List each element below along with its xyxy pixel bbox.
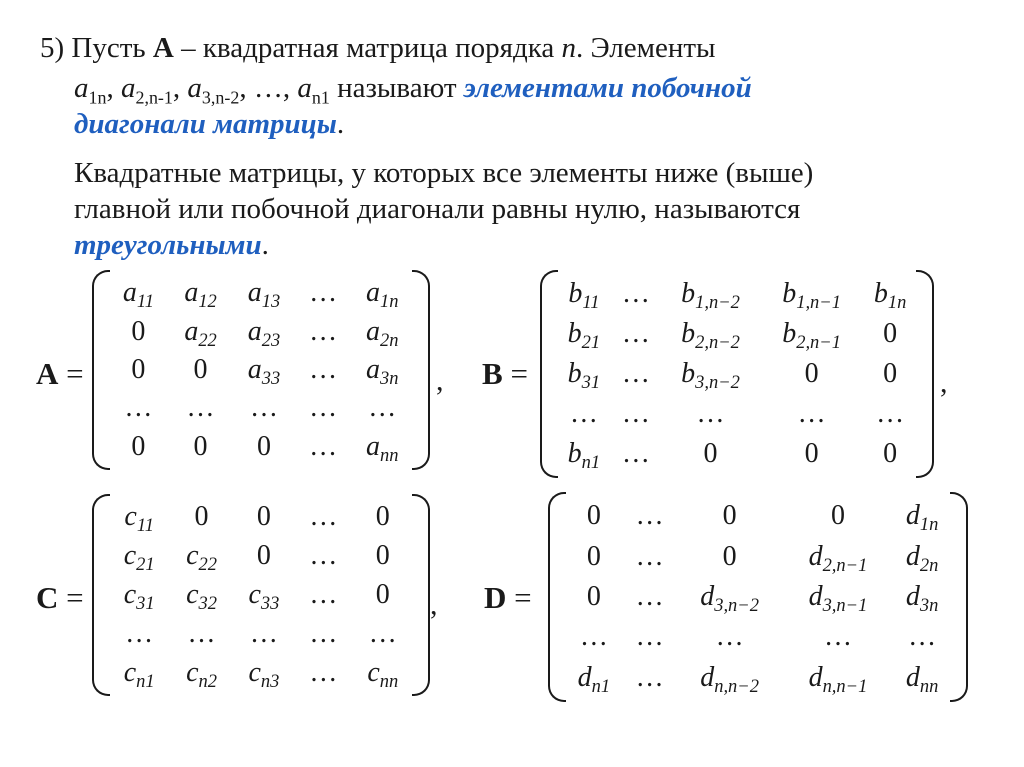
matrix-cell: 0 bbox=[804, 438, 819, 469]
cell-subscript: 1n bbox=[919, 514, 939, 535]
matrix-cell bbox=[170, 576, 232, 615]
matrix-cell: 0 bbox=[256, 540, 271, 572]
matrix-cell: 0 bbox=[804, 358, 819, 389]
matrix-cell: 0 bbox=[722, 540, 737, 572]
matrix-cell: 0 bbox=[703, 438, 718, 469]
matrix-cell: … bbox=[368, 392, 397, 424]
matrix-cell bbox=[892, 577, 952, 617]
cell-subscript: 31 bbox=[581, 371, 601, 392]
matrix-cell: 0 bbox=[257, 430, 272, 462]
matrix-A bbox=[92, 270, 430, 470]
cell-variable: d bbox=[700, 661, 715, 693]
matrix-cell bbox=[108, 653, 170, 692]
cell-variable: c bbox=[186, 656, 199, 688]
matrix-cell bbox=[350, 274, 414, 312]
matrix-cell: … bbox=[309, 501, 338, 533]
matrix-D bbox=[548, 492, 968, 702]
highlighted-term: треугольными bbox=[74, 229, 262, 261]
cell-variable: c bbox=[123, 656, 137, 688]
cell-subscript: 1,n−1 bbox=[796, 291, 841, 312]
matrix-cell: … bbox=[621, 358, 650, 389]
matrix-C-label bbox=[36, 580, 84, 616]
matrix-cell: … bbox=[309, 353, 338, 385]
cell-subscript: 3,n−1 bbox=[822, 594, 868, 615]
triangular-text: главной или побочной диагонали равны нулю, называются bbox=[74, 193, 801, 225]
matrix-cell bbox=[233, 653, 295, 692]
matrix-row bbox=[564, 658, 952, 698]
matrix-cell: … bbox=[309, 392, 338, 424]
matrix-cell: 0 bbox=[883, 438, 898, 469]
matrix-name: D bbox=[484, 580, 507, 615]
matrix-cell bbox=[556, 354, 612, 394]
cell-variable: a bbox=[247, 277, 262, 309]
matrix-cell: 0 bbox=[883, 318, 898, 349]
matrix-cell: … bbox=[124, 392, 153, 424]
cell-variable: a bbox=[366, 277, 380, 309]
cell-subscript: 3n bbox=[380, 367, 399, 388]
cell-subscript: n1 bbox=[591, 675, 611, 696]
matrix-cell: … bbox=[635, 621, 664, 653]
matrix-cell bbox=[232, 351, 295, 389]
separator: , bbox=[239, 72, 254, 104]
matrix-cell bbox=[232, 274, 295, 312]
text-rest: – квадратная матрица порядка bbox=[173, 32, 562, 64]
element-var: a bbox=[187, 72, 202, 104]
matrix-cell: … bbox=[309, 315, 338, 347]
cell-variable: a bbox=[247, 353, 262, 385]
equals-sign: = bbox=[58, 580, 84, 615]
triangular-line-3 bbox=[74, 227, 269, 263]
matrix-row bbox=[564, 496, 952, 536]
matrix-cell bbox=[556, 434, 612, 474]
cell-variable: b bbox=[681, 278, 696, 309]
cell-subscript: 21 bbox=[136, 554, 155, 575]
matrix-cell bbox=[761, 314, 862, 354]
matrix-row bbox=[108, 351, 414, 389]
matrix-D-label bbox=[484, 580, 532, 616]
matrix-cell: … bbox=[249, 617, 278, 649]
cell-subscript: nn bbox=[919, 675, 939, 696]
matrix-row bbox=[108, 428, 414, 466]
matrix-row bbox=[108, 614, 414, 653]
cell-subscript: 11 bbox=[136, 291, 154, 312]
matrix-cell bbox=[761, 274, 862, 314]
text-prefix: 5) Пусть bbox=[40, 32, 153, 64]
cell-variable: c bbox=[248, 656, 261, 688]
cell-variable: d bbox=[905, 500, 920, 532]
cell-variable: b bbox=[873, 278, 888, 309]
matrix-cell bbox=[784, 577, 892, 617]
cell-variable: d bbox=[577, 661, 592, 693]
matrix-cell: 0 bbox=[586, 500, 601, 532]
matrix-row bbox=[564, 536, 952, 576]
matrix-cell: 0 bbox=[375, 578, 390, 610]
cell-subscript: 2n bbox=[919, 554, 939, 575]
matrix-row bbox=[556, 314, 918, 354]
cell-subscript: n,n−2 bbox=[714, 675, 759, 696]
matrix-cell: … bbox=[309, 430, 338, 462]
cell-variable: b bbox=[681, 358, 696, 389]
cell-subscript: 33 bbox=[261, 367, 281, 388]
cell-variable: d bbox=[905, 580, 920, 612]
matrix-cell bbox=[556, 274, 612, 314]
definition-line-2 bbox=[74, 70, 752, 106]
matrix-cell: 0 bbox=[375, 501, 390, 533]
matrix-cell bbox=[350, 428, 414, 466]
cell-subscript: 12 bbox=[198, 291, 217, 312]
matrix-cell: … bbox=[309, 656, 338, 688]
matrix-cell: … bbox=[908, 621, 937, 653]
matrix-B bbox=[540, 270, 934, 478]
element-var: a bbox=[74, 72, 89, 104]
element-sub: 3,n-2 bbox=[201, 87, 240, 108]
cell-subscript: 31 bbox=[136, 592, 155, 613]
matrix-A-label bbox=[36, 356, 84, 392]
matrix-cell: 0 bbox=[131, 315, 146, 347]
matrix-cell bbox=[108, 274, 169, 312]
equals-sign: = bbox=[506, 580, 532, 615]
matrix-cell bbox=[170, 537, 232, 576]
cell-subscript: 2,n−2 bbox=[695, 331, 740, 352]
comma: , bbox=[436, 364, 444, 397]
cell-variable: d bbox=[905, 661, 920, 693]
matrix-cell bbox=[556, 314, 612, 354]
matrix-cell: 0 bbox=[375, 540, 390, 572]
order-variable: n bbox=[561, 32, 576, 64]
cell-subscript: n2 bbox=[198, 670, 217, 691]
matrix-cell bbox=[675, 577, 783, 617]
matrix-cell bbox=[170, 653, 232, 692]
cell-variable: a bbox=[184, 315, 199, 347]
equals-sign: = bbox=[58, 356, 84, 391]
cell-subscript: 22 bbox=[198, 554, 217, 575]
matrix-cell bbox=[660, 274, 761, 314]
cell-variable: a bbox=[122, 277, 137, 309]
matrix-row bbox=[108, 576, 414, 615]
matrix-cell: … bbox=[715, 621, 744, 653]
matrix-cell bbox=[675, 658, 783, 698]
element-sub: 2,n-1 bbox=[135, 87, 173, 108]
cell-variable: b bbox=[567, 438, 582, 469]
element-var: a bbox=[297, 72, 312, 104]
matrix-cell: 0 bbox=[194, 501, 209, 533]
matrix-cell: … bbox=[621, 438, 650, 469]
matrix-row bbox=[108, 312, 414, 350]
matrix-cell: … bbox=[621, 398, 650, 429]
cell-subscript: 3,n−2 bbox=[714, 594, 759, 615]
matrix-cell bbox=[784, 658, 892, 698]
highlighted-term: диагонали матрицы bbox=[74, 108, 337, 140]
cell-variable: a bbox=[366, 353, 380, 385]
cell-subscript: 23 bbox=[261, 329, 281, 350]
cell-subscript: 21 bbox=[581, 331, 601, 352]
cell-subscript: 32 bbox=[198, 592, 217, 613]
matrix-row bbox=[564, 577, 952, 617]
period: . bbox=[336, 108, 345, 140]
matrix-row bbox=[108, 653, 414, 692]
cell-subscript: 11 bbox=[582, 291, 600, 312]
right-bracket bbox=[412, 270, 430, 470]
element-var: a bbox=[120, 72, 136, 104]
matrix-row bbox=[556, 354, 918, 394]
matrix-B-label bbox=[482, 356, 528, 392]
highlighted-term: элементами побочной bbox=[463, 72, 752, 104]
matrix-cell: 0 bbox=[586, 580, 601, 612]
matrix-cell: … bbox=[309, 277, 338, 309]
matrix-name: B bbox=[482, 356, 503, 391]
matrix-cell bbox=[660, 314, 761, 354]
matrix-cells bbox=[556, 274, 918, 474]
matrix-cell bbox=[892, 658, 952, 698]
matrix-cell: 0 bbox=[883, 358, 898, 389]
cell-variable: c bbox=[124, 501, 137, 533]
matrix-cell: … bbox=[309, 617, 338, 649]
matrix-cell bbox=[169, 274, 232, 312]
cell-variable: d bbox=[808, 540, 823, 572]
matrix-cell: 0 bbox=[722, 500, 737, 532]
cell-variable: c bbox=[186, 578, 199, 610]
matrix-cell: … bbox=[621, 318, 650, 349]
definition-line-1 bbox=[40, 30, 716, 66]
cell-variable: c bbox=[248, 578, 261, 610]
matrix-cell: … bbox=[635, 540, 664, 572]
element-sub: 1n bbox=[88, 87, 107, 108]
matrix-cells bbox=[108, 274, 414, 466]
matrix-cell bbox=[862, 274, 918, 314]
cell-variable: a bbox=[366, 430, 380, 462]
cell-variable: a bbox=[247, 315, 262, 347]
cell-variable: a bbox=[184, 277, 199, 309]
matrix-cell bbox=[660, 354, 761, 394]
cell-variable: c bbox=[186, 540, 199, 572]
ellipsis: … bbox=[253, 72, 283, 104]
cell-subscript: 1n bbox=[887, 291, 907, 312]
matrix-cell: 0 bbox=[131, 353, 146, 385]
comma: , bbox=[430, 588, 438, 621]
matrix-cell: … bbox=[579, 621, 608, 653]
matrix-cell: … bbox=[125, 617, 154, 649]
separator: , bbox=[282, 72, 298, 104]
element-sub: n1 bbox=[311, 87, 330, 108]
matrix-cell bbox=[892, 496, 952, 536]
cell-variable: d bbox=[808, 661, 823, 693]
matrix-row bbox=[556, 394, 918, 434]
matrix-cell: 0 bbox=[193, 430, 208, 462]
matrix-cell bbox=[108, 498, 170, 537]
matrix-cell bbox=[350, 351, 414, 389]
cell-subscript: 3,n−2 bbox=[695, 371, 740, 392]
verb-text: называют bbox=[329, 72, 464, 104]
matrix-cell bbox=[352, 653, 414, 692]
cell-variable: b bbox=[568, 278, 583, 309]
triangular-line-1 bbox=[74, 155, 813, 191]
comma: , bbox=[940, 366, 948, 399]
cell-variable: d bbox=[808, 580, 823, 612]
matrix-cell: … bbox=[621, 278, 650, 309]
definition-line-3 bbox=[74, 106, 344, 142]
cell-variable: c bbox=[123, 578, 137, 610]
matrix-row bbox=[556, 274, 918, 314]
matrix-cell bbox=[233, 576, 295, 615]
matrix-cell bbox=[564, 658, 624, 698]
cell-subscript: n1 bbox=[136, 670, 155, 691]
cell-subscript: 33 bbox=[260, 592, 280, 613]
cell-variable: a bbox=[366, 315, 380, 347]
triangular-text: Квадратные матрицы, у которых все элементы ниже (выше) bbox=[74, 157, 814, 189]
matrix-name: C bbox=[36, 580, 59, 615]
matrix-name-A: A bbox=[152, 32, 174, 64]
cell-subscript: 2,n−1 bbox=[822, 554, 868, 575]
matrix-cell: 0 bbox=[131, 430, 146, 462]
matrix-C bbox=[92, 494, 430, 696]
matrix-cell: … bbox=[635, 661, 664, 693]
matrix-cell: … bbox=[823, 621, 852, 653]
cell-subscript: 1,n−2 bbox=[695, 291, 740, 312]
matrix-row bbox=[108, 389, 414, 427]
matrix-cell: … bbox=[635, 500, 664, 532]
cell-variable: b bbox=[681, 318, 696, 349]
matrix-cell: … bbox=[309, 578, 338, 610]
cell-subscript: n1 bbox=[581, 451, 601, 472]
cell-variable: c bbox=[367, 656, 380, 688]
matrix-cell bbox=[108, 537, 170, 576]
cell-variable: b bbox=[782, 278, 797, 309]
cell-variable: b bbox=[782, 318, 797, 349]
matrix-row bbox=[556, 434, 918, 474]
cell-subscript: 11 bbox=[136, 515, 154, 536]
cell-subscript: nn bbox=[380, 444, 399, 465]
matrix-row bbox=[108, 498, 414, 537]
text-tail: . Элементы bbox=[575, 32, 716, 64]
matrix-cell bbox=[350, 312, 414, 350]
cell-subscript: n,n−1 bbox=[822, 675, 868, 696]
matrix-cell: 0 bbox=[830, 500, 845, 532]
period: . bbox=[261, 229, 269, 261]
matrix-cell bbox=[169, 312, 232, 350]
separator: , bbox=[172, 72, 188, 104]
matrix-cell: … bbox=[368, 617, 397, 649]
matrix-row bbox=[564, 617, 952, 657]
matrix-cell: … bbox=[696, 398, 725, 429]
matrix-cell bbox=[108, 576, 170, 615]
triangular-line-2 bbox=[74, 191, 800, 227]
cell-subscript: 1n bbox=[380, 291, 399, 312]
cell-variable: d bbox=[700, 580, 715, 612]
cell-subscript: 2n bbox=[380, 329, 399, 350]
matrix-name: A bbox=[36, 356, 59, 391]
cell-subscript: 22 bbox=[198, 329, 217, 350]
right-bracket bbox=[950, 492, 968, 702]
matrix-row bbox=[108, 274, 414, 312]
matrix-cell: 0 bbox=[256, 501, 271, 533]
matrix-cell: … bbox=[309, 540, 338, 572]
matrix-cell: 0 bbox=[193, 353, 208, 385]
right-bracket bbox=[916, 270, 934, 478]
cell-subscript: 13 bbox=[261, 291, 281, 312]
separator: , bbox=[106, 72, 121, 104]
matrix-cell: … bbox=[635, 580, 664, 612]
matrix-cell: … bbox=[186, 392, 215, 424]
matrix-cell bbox=[232, 312, 295, 350]
equals-sign: = bbox=[502, 356, 528, 391]
matrix-row bbox=[108, 537, 414, 576]
matrix-cell: … bbox=[250, 392, 279, 424]
matrix-cell: … bbox=[187, 617, 216, 649]
matrix-cells bbox=[108, 498, 414, 692]
cell-subscript: nn bbox=[379, 670, 399, 691]
cell-subscript: n3 bbox=[260, 670, 280, 691]
cell-subscript: 2,n−1 bbox=[796, 331, 841, 352]
matrix-cell: … bbox=[876, 398, 905, 429]
cell-variable: d bbox=[905, 540, 920, 572]
matrix-cell: 0 bbox=[586, 540, 601, 572]
cell-variable: c bbox=[123, 540, 137, 572]
right-bracket bbox=[412, 494, 430, 696]
matrix-cell: … bbox=[797, 398, 826, 429]
matrix-cell bbox=[892, 536, 952, 576]
matrix-cell bbox=[784, 536, 892, 576]
cell-variable: b bbox=[567, 358, 582, 389]
cell-variable: b bbox=[567, 318, 582, 349]
matrix-cells bbox=[564, 496, 952, 698]
cell-subscript: 3n bbox=[919, 594, 939, 615]
matrix-cell: … bbox=[569, 398, 598, 429]
